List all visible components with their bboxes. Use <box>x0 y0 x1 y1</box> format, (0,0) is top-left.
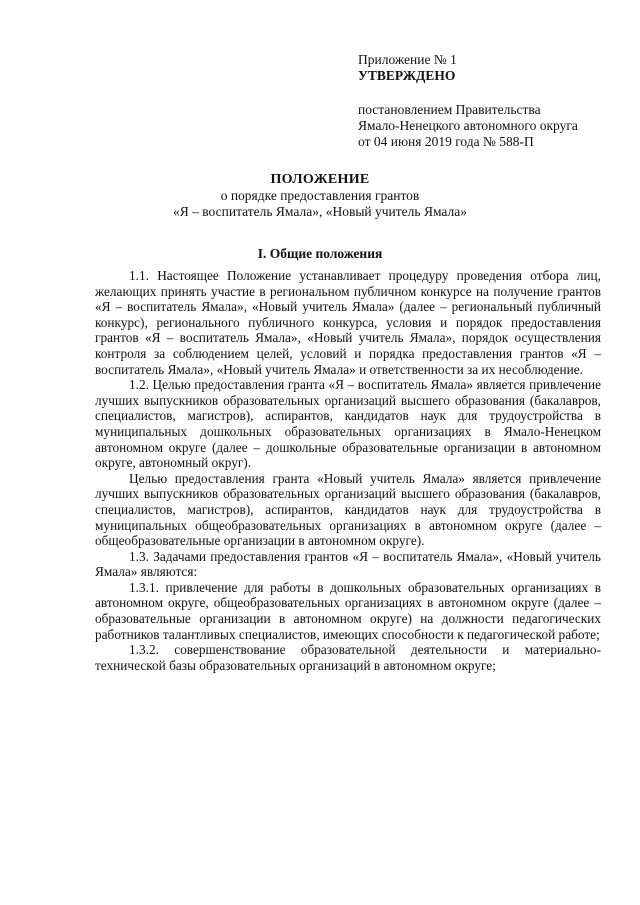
resolution-line-3: от 04 июня 2019 года № 588-П <box>358 134 534 149</box>
approved-stamp-text: УТВЕРЖДЕНО <box>358 68 456 83</box>
approval-block <box>358 52 618 150</box>
paragraph: 1.3.1. привлечение для работы в дошкольных образовательных организациях в автономном округе, общеобразовательных организациях в автономном округе (далее – образовательные организации в автономном округе) на должности педагогических работников талантливых специалистов, имеющих способности к педагогической работе; <box>95 579 601 642</box>
paragraph: 1.3. Задачами предоставления грантов «Я – воспитатель Ямала», «Новый учитель Ямала» являются: <box>95 548 601 580</box>
document-subtitle-2: «Я – воспитатель Ямала», «Новый учитель Ямала» <box>173 204 467 219</box>
document-subtitle-1: о порядке предоставления грантов <box>220 188 420 203</box>
paragraph: 1.2. Целью предоставления гранта «Я – воспитатель Ямала» является привлечение лучших выпускников образовательных организаций высшего образования (бакалавров, специалистов, магистров), аспирантов, кандидатов наук для трудоустройства в муниципальных дошкольных образовательных организациях в Ямало-Ненецком автономном округе (далее – дошкольные образовательные организации в автономном округе, автономный округ). <box>95 377 601 471</box>
resolution-line-2: Ямало-Ненецкого автономного округа <box>358 118 578 133</box>
document-title-block <box>0 172 640 220</box>
section-heading: I. Общие положения <box>257 246 383 261</box>
paragraph: 1.3.2. совершенствование образовательной деятельности и материально-технической базы образовательных организаций в автономном округе; <box>95 642 601 673</box>
appendix-number: Приложение № 1 <box>358 52 457 67</box>
document-body <box>95 268 601 673</box>
paragraph: Целью предоставления гранта «Новый учитель Ямала» является привлечение лучших выпускников образовательных организаций высшего образования (бакалавров, специалистов, магистров), аспирантов, кандидатов наук для трудоустройства в муниципальных общеобразовательных организациях в автономном округе (далее – общеобразовательные организации в автономном округе). <box>95 470 601 549</box>
document-title: ПОЛОЖЕНИЕ <box>270 172 370 187</box>
paragraph: 1.1. Настоящее Положение устанавливает процедуру проведения отбора лиц, желающих принять участие в региональном публичном конкурсе на получение грантов «Я – воспитатель Ямала», «Новый учитель Ямала» (далее – региональный публичный конкурс), регионального публичного конкурса, условия и порядок предоставления грантов «Я – воспитатель Ямала», «Новый учитель Ямала», порядок осуществления контроля за соблюдением целей, условий и порядка предоставления грантов «Я – воспитатель Ямала», «Новый учитель Ямала» и ответственности за их несоблюдение. <box>95 268 601 377</box>
resolution-line-1: постановлением Правительства <box>358 102 541 117</box>
